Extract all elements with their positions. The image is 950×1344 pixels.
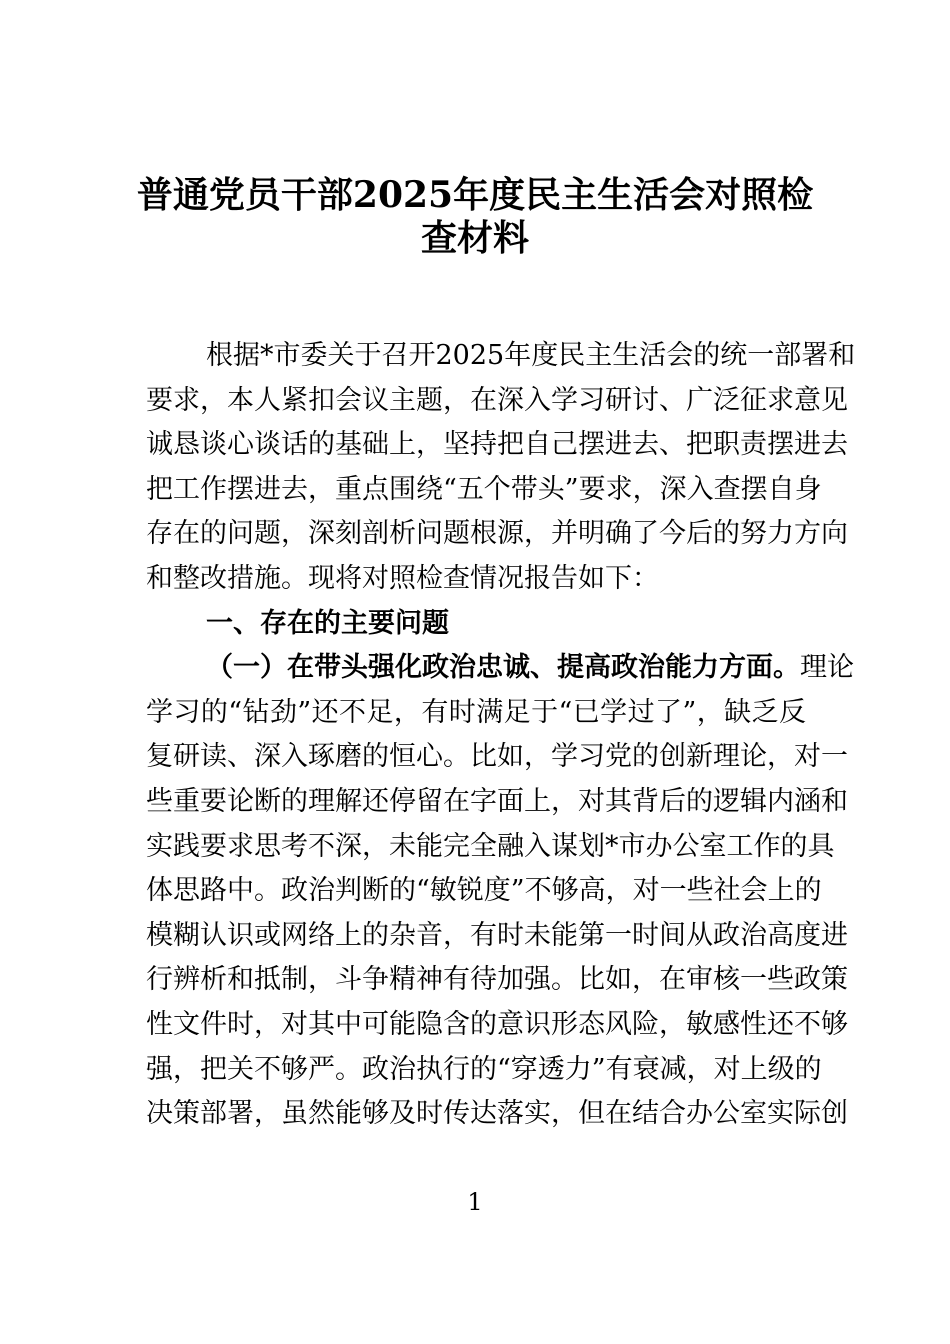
body-line: 体思路中。政治判断的“敏锐度”不够高，对一些社会上的 [146,875,822,907]
subsection-first-line [146,646,854,691]
body-line: 复研读、深入琢磨的恒心。比如，学习党的创新理论，对一 [146,741,848,773]
body-line: 些重要论断的理解还停留在字面上，对其背后的逻辑内涵和 [146,785,848,817]
document-body [146,334,856,1137]
body-line: 根据*市委关于召开2025年度民主生活会的统一部署和 [206,340,856,371]
body-line: 和整改措施。现将对照检查情况报告如下： [146,562,659,594]
body-line: 要求，本人紧扣会议主题，在深入学习研讨、广泛征求意见 [146,384,848,416]
body-text: 理论 [800,652,854,684]
body-line: 把工作摆进去，重点围绕“五个带头”要求，深入查摆自身 [146,473,822,505]
body-line: 模糊认识或网络上的杂音，有时未能第一时间从政治高度进 [146,919,848,951]
body-line: 学习的“钻劲”还不足，有时满足于“已学过了”，缺乏反 [146,696,806,728]
body-line: 存在的问题，深刻剖析问题根源，并明确了今后的努力方向 [146,518,848,550]
body-line: 性文件时，对其中可能隐含的意识形态风险，敏感性还不够 [146,1008,848,1040]
body-line: 行辨析和抵制，斗争精神有待加强。比如，在审核一些政策 [146,964,848,996]
document-title-line-1: 普通党员干部2025年度民主生活会对照检 [136,174,814,216]
body-line: 强，把关不够严。政治执行的“穿透力”有衰减，对上级的 [146,1053,822,1085]
page-number: 1 [467,1188,483,1216]
body-line: 决策部署，虽然能够及时传达落实，但在结合办公室实际创 [146,1098,848,1130]
body-line: 实践要求思考不深，未能完全融入谋划*市办公室工作的具 [146,830,835,862]
section-heading: 一、存在的主要问题 [206,607,449,639]
document-title-line-2: 查材料 [420,217,529,259]
subsection-lead: （一）在带头强化政治忠诚、提高政治能力方面。 [206,652,800,684]
body-line: 诚恳谈心谈话的基础上，坚持把自己摆进去、把职责摆进去 [146,429,848,461]
